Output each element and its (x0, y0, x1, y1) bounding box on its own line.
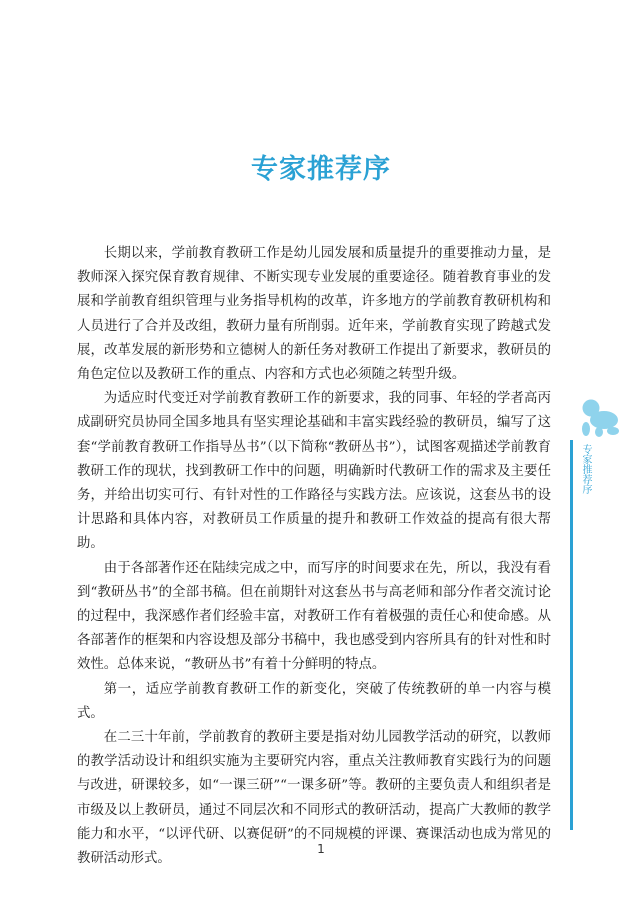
page-title: 专家推荐序 (251, 154, 391, 185)
paragraph: 长期以来，学前教育教研工作是幼儿园发展和质量提升的重要推动力量，是教师深入探究保育教育规律、不断实现专业发展的重要途径。随着教育事业的发展和学前教育组织管理与业务指导机构的改革，许多地方的学前教育教研机构和人员进行了合并及改组，教研力量有所削弱。近年来，学前教育实现了跨越式发展，改革发展的新形势和立德树人的新任务对教研工作提出了新要求，教研员的角色定位以及教研工作的重点、内容和方式也必须随之转型升级。 (77, 246, 551, 383)
paragraph: 第一，适应学前教育教研工作的新变化，突破了传统教研的单一内容与模式。 (77, 681, 551, 721)
paragraph: 由于各部著作还在陆续完成之中，而写序的时间要求在先，所以，我没有看到“教研丛书”的全部书稿。但在前期针对这套丛书与高老师和部分作者交流讨论的过程中，我深感作者们经验丰富，对教研工作有着极强的责任心和使命感。从各部著作的框架和内容设想及部分书稿中，我也感受到内容所具有的针对性和时效性。总体来说，“教研丛书”有着十分鲜明的特点。 (77, 560, 551, 673)
preface-body (77, 242, 551, 871)
paragraph: 为适应时代变迁对学前教育教研工作的新要求，我的同事、年轻的学者高丙成副研究员协同全国多地具有坚实理论基础和丰富实践经验的教研员，编写了这套“学前教育教研工作指导丛书”（以下简称“教研丛书”），试图客观描述学前教育教研工作的现状，找到教研工作中的问题，明确新时代教研工作的需求及主要任务，并给出切实可行、有针对性的工作路径与实践方法。应该说，这套丛书的设计思路和具体内容，对教研员工作质量的提升和教研工作效益的提高有很大帮助。 (77, 391, 551, 552)
paragraph: 在二三十年前，学前教育的教研主要是指对幼儿园教学活动的研究，以教师的教学活动设计和组织实施为主要研究内容，重点关注教师教育实践行为的问题与改进，研课较多，如“一课三研”“一课多研”等。教研的主要负责人和组织者是市级及以上教研员，通过不同层次和不同形式的教研活动，提高广大教师的教学能力和水平，“以评代研、以赛促研”的不同规模的评课、赛课活动也成为常见的教研活动形式。 (77, 730, 551, 867)
page-number: 1 (317, 842, 325, 856)
side-section-label: 专家推荐序 (580, 444, 591, 494)
baby-crawling-icon (575, 398, 621, 438)
side-rule (570, 440, 573, 830)
